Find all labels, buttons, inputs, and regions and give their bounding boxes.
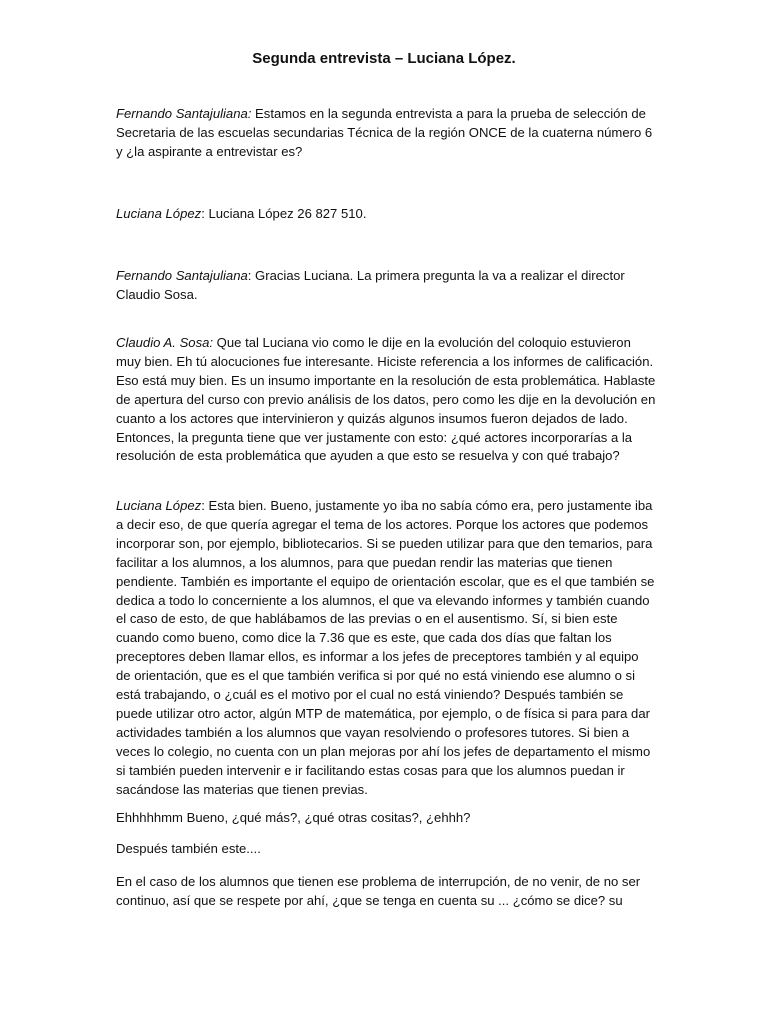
paragraph-text: En el caso de los alumnos que tienen ese problema de interrupción, de no venir, de no ser continuo, así que se respete por ahí, ¿que se tenga en cuenta su ... ¿cómo se dice? su bbox=[116, 874, 641, 908]
paragraph-continuation bbox=[116, 873, 656, 911]
paragraph-text: Estamos en la segunda entrevista a para la prueba de selección de Secretaria de las escuelas secundarias Técnica de la región ONCE de la cuaterna número 6 y ¿la aspirante a entrevistar es? bbox=[116, 106, 653, 159]
paragraph-text: : Luciana López 26 827 510. bbox=[201, 206, 367, 221]
paragraph-question bbox=[116, 334, 656, 466]
paragraph-answer bbox=[116, 497, 656, 800]
paragraph-text: Después también este.... bbox=[116, 841, 261, 856]
paragraph-text: Que tal Luciana vio como le dije en la evolución del coloquio estuvieron muy bien. Eh tú alocuciones fue interesante. Hiciste referencia a los informes de calificación. Eso está muy bien. Es un insumo importante en la resolución de esta problemática. Hablaste de apertura del curso con previo análisis de los datos, pero como les dije en la devolución en cuanto a los actores que intervinieron y quizás algunos insumos fueron dejados de lado. Entonces, la pregunta tiene que ver justamente con esto: ¿qué actores incorporarías a la resolución de esta problemática que ayuden a que esto se resuelva y con qué trabajo? bbox=[116, 335, 656, 464]
speaker-name: Luciana López bbox=[116, 498, 202, 513]
paragraph-thanks bbox=[116, 267, 656, 305]
paragraph-intro bbox=[116, 105, 656, 162]
paragraph-filler bbox=[116, 840, 656, 859]
paragraph-candidate-id bbox=[116, 205, 656, 224]
paragraph-text: Ehhhhhmm Bueno, ¿qué más?, ¿qué otras cositas?, ¿ehhh? bbox=[116, 810, 471, 825]
paragraph-text: : Esta bien. Bueno, justamente yo iba no sabía cómo era, pero justamente iba a decir eso, de que quería agregar el tema de los actores. Porque los actores que podemos incorporar son, por ejemplo, bibliotecarios. Si se pueden utilizar para que den temarios, para facilitar a los alumnos, a los alumnos, para que puedan rendir las materias que tienen pendiente. También es importante el equipo de orientación escolar, que es el que también se dedica a todo lo concerniente a los alumnos, el que va elevando informes y también cuando el caso de esto, de que hablábamos de las previas o en el ausentismo. Sí, si bien este cuando como bueno, como dice la 7.36 que es este, que cada dos días que faltan los preceptores deben llamar ellos, es informar a los jefes de preceptores también y al equipo de orientación, que es el que también verifica si por qué no está viniendo ese alumno o si está trabajando, o ¿cuál es el motivo por el cual no está viniendo? Después también se puede utilizar otro actor, algún MTP de matemática, por ejemplo, o de física si para para dar actividades también a los alumnos que vayan resolviendo o profesores tutores. Si bien a veces lo colegio, no cuenta con un plan mejoras por ahí los jefes de departamento el mismo si también pueden intervenir e ir facilitando estas cosas para que los alumnos puedan ir sacándose las materias que tienen previas. bbox=[116, 498, 655, 797]
paragraph-text: : Gracias Luciana. La primera pregunta la va a realizar el director Claudio Sosa. bbox=[116, 268, 625, 302]
document-title: Segunda entrevista – Luciana López. bbox=[252, 50, 516, 67]
speaker-name: Fernando Santajuliana: bbox=[116, 106, 252, 121]
speaker-name: Luciana López bbox=[116, 206, 202, 221]
paragraph-filler bbox=[116, 809, 656, 828]
speaker-name: Fernando Santajuliana bbox=[116, 268, 248, 283]
speaker-name: Claudio A. Sosa: bbox=[116, 335, 214, 350]
